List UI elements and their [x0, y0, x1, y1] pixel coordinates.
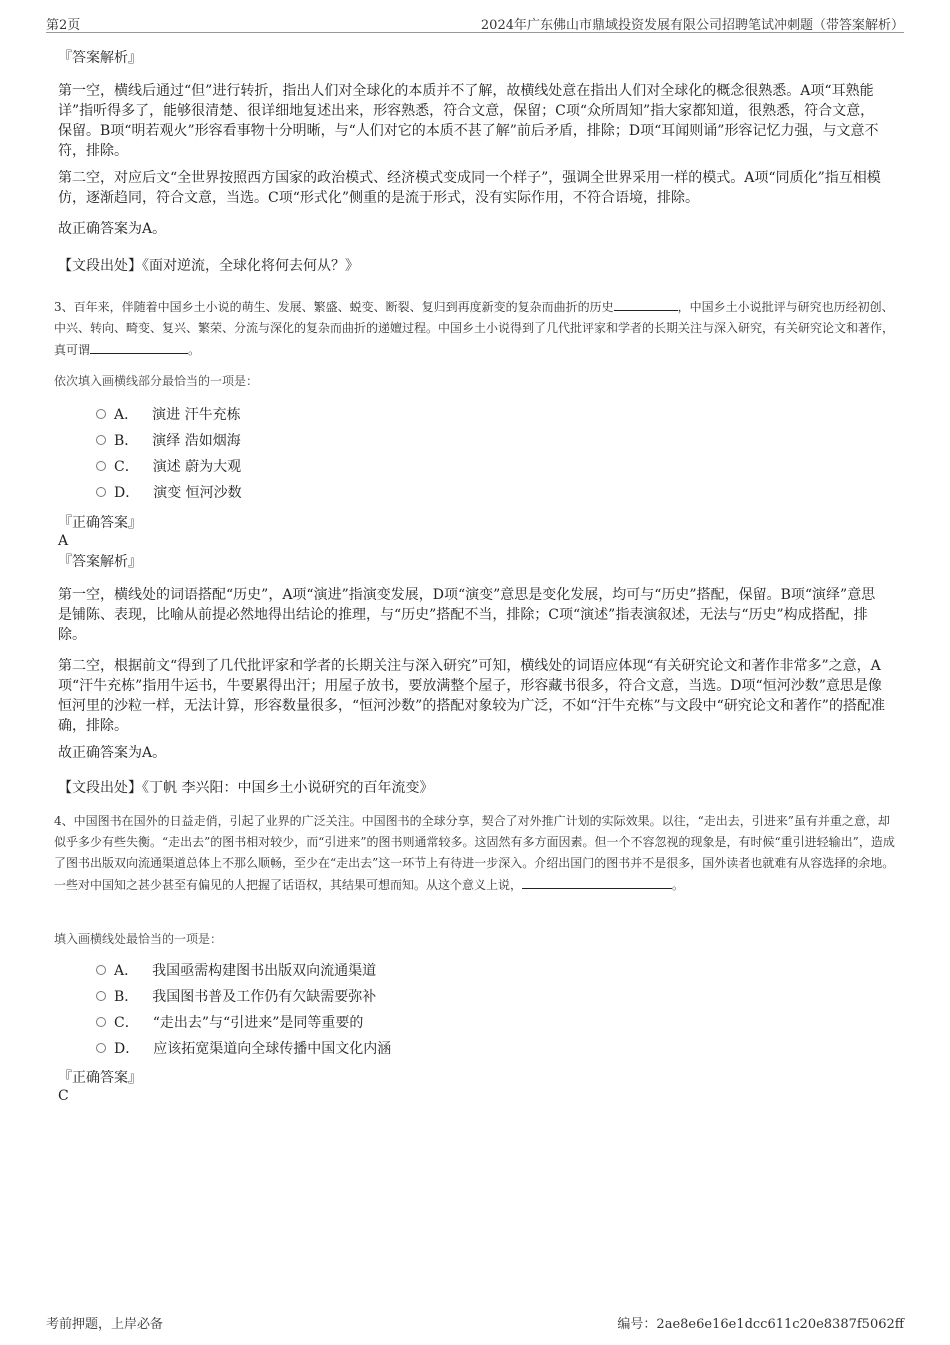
q4-option-a[interactable]: A． 我国亟需构建图书出版双向流通渠道	[96, 961, 376, 981]
q4-answer: C	[58, 1088, 69, 1104]
q2-analysis-p2: 第二空，对应后文“全世界按照西方国家的政治模式、经济模式变成同一个样子”，强调全世界采用一样的模式。A项“同质化”指互相模仿，逐渐趋同，符合文意，当选。C项“形式化”侧重的是流于形式，没有实际作用，不符合语境，排除。	[58, 170, 881, 206]
document-id: 编号：2ae8e6e16e1dcc611c20e8387f5062ff	[617, 1317, 904, 1332]
q4-option-c[interactable]: C． “走出去”与“引进来”是同等重要的	[96, 1013, 363, 1033]
q4-stem: 4、中国图书在国外的日益走俏，引起了业界的广泛关注。中国图书的全球分享，契合了对外推广计划的实际效果。以往，“走出去，引进来”虽有并重之意，却似乎多少有些失衡。“走出去”的图书相对较少，而“引进来”的图书则通常较多。这固然有多方面因素。但一个不容忽视的现象是，有时候“重引进轻输出”，造成了图书出版双向流通渠道总体上不那么顺畅，至少在“走出去”这一环节上有待进一步深入。介绍出国门的图书并不是很多，国外读者也就难有从容选择的余地。一些对中国知之甚少甚至有偏见的人把握了话语权，其结果可想而知。从这个意义上说， 。	[54, 814, 895, 892]
q4-option-b[interactable]: B． 我国图书普及工作仍有欠缺需要弥补	[96, 987, 376, 1007]
page-header	[46, 14, 904, 33]
radio-icon[interactable]	[96, 965, 106, 975]
q4-option-d[interactable]: D． 应该拓宽渠道向全球传播中国文化内涵	[96, 1039, 391, 1059]
q3-stem: 3、百年来，伴随着中国乡土小说的萌生、发展、繁盛、蜕变、断裂、复归到再度新变的复杂而曲折的历史 ，中国乡土小说批评与研究也历经初创、中兴、转向、畸变、复兴、繁荣、分流与深化的复杂而曲折的递嬗过程。中国乡土小说得到了几代批评家和学者的长期关注与深入研究，有关研究论文和著作，真可谓 。	[54, 296, 896, 361]
q3-blank-2	[90, 339, 188, 354]
radio-icon[interactable]	[96, 409, 106, 419]
q3-option-d[interactable]: D． 演变 恒河沙数	[96, 483, 242, 503]
q3-analysis-p1: 第一空，横线处的词语搭配“历史”，A项“演进”指演变发展，D项“演变”意思是变化发展，均可与“历史”搭配，保留。B项“演绎”意思是铺陈、表现，比喻从前提必然地得出结论的推理，与“历史”搭配不当，排除；C项“演述”指表演叙述，无法与“历史”构成搭配，排除。	[58, 587, 876, 643]
radio-icon[interactable]	[96, 1043, 106, 1053]
radio-icon[interactable]	[96, 435, 106, 445]
q3-source: 【文段出处】《丁帆 李兴阳：中国乡土小说研究的百年流变》	[58, 780, 434, 796]
q3-option-b[interactable]: B． 演绎 浩如烟海	[96, 431, 241, 451]
q4-answer-label: 『正确答案』	[58, 1070, 142, 1086]
q2-analysis-p1: 第一空，横线后通过“但”进行转折，指出人们对全球化的本质并不了解，故横线处意在指出人们对全球化的概念很熟悉。A项“耳熟能详”指听得多了，能够很清楚、很详细地复述出来，形容熟悉，符合文意，保留；C项“众所周知”指大家都知道，很熟悉，符合文意，保留。B项“明若观火”形容看事物十分明晰，与“人们对它的本质不甚了解”前后矛盾，排除；D项“耳闻则诵”形容记忆力强，与文意不符，排除。	[58, 83, 879, 159]
radio-icon[interactable]	[96, 461, 106, 471]
radio-icon[interactable]	[96, 487, 106, 497]
q3-conclusion: 故正确答案为A。	[58, 745, 167, 761]
q3-option-a[interactable]: A． 演进 汗牛充栋	[96, 405, 241, 425]
radio-icon[interactable]	[96, 991, 106, 1001]
q3-analysis-p2: 第二空，根据前文“得到了几代批评家和学者的长期关注与深入研究”可知，横线处的词语应体现“有关研究论文和著作非常多”之意，A项“汗牛充栋”指用牛运书，牛要累得出汗；用屋子放书，要放满整个屋子，形容藏书很多，符合文意，当选。D项“恒河沙数”意思是像恒河里的沙粒一样，无法计算，形容数量很多，“恒河沙数”的搭配对象较为广泛，不如“汗牛充栋”与文段中“研究论文和著作”的搭配准确，排除。	[58, 658, 885, 734]
q3-answer: A	[58, 533, 69, 549]
q3-analysis-label: 『答案解析』	[58, 554, 142, 570]
footer-slogan: 考前押题，上岸必备	[46, 1317, 164, 1332]
q3-instruction: 依次填入画横线部分最恰当的一项是：	[54, 374, 259, 388]
q3-answer-label: 『正确答案』	[58, 515, 142, 531]
q2-conclusion: 故正确答案为A。	[58, 221, 167, 237]
page-number: 第2页	[46, 18, 81, 33]
q2-analysis-label: 『答案解析』	[58, 50, 142, 66]
q3-blank-1	[614, 296, 678, 311]
q2-source: 【文段出处】《面对逆流，全球化将何去何从？》	[58, 258, 359, 274]
document-title: 2024年广东佛山市鼎域投资发展有限公司招聘笔试冲刺题（带答案解析）	[480, 18, 904, 33]
radio-icon[interactable]	[96, 1017, 106, 1027]
q3-option-c[interactable]: C． 演述 蔚为大观	[96, 457, 241, 477]
q4-blank	[522, 874, 672, 889]
q4-instruction: 填入画横线处最恰当的一项是：	[54, 932, 223, 946]
